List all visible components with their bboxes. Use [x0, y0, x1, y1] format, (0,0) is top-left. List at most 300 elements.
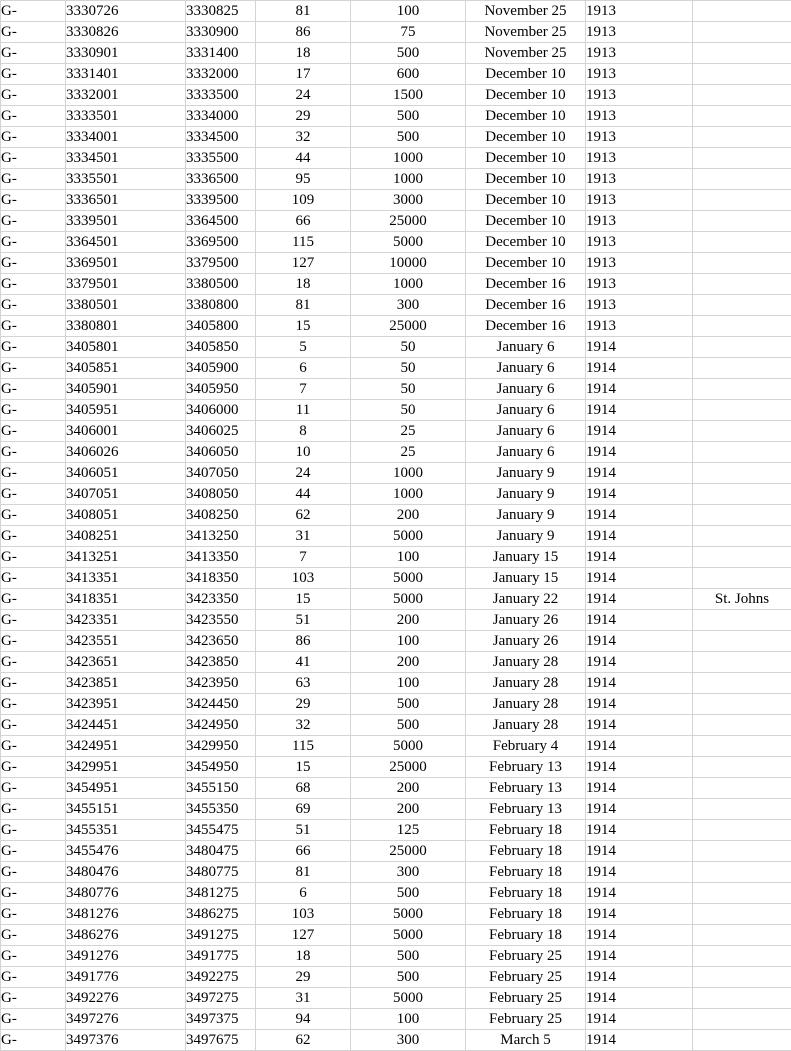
- serial-start-cell[interactable]: 3492276: [66, 988, 186, 1009]
- serial-end-cell[interactable]: 3497675: [186, 1030, 256, 1051]
- quantity-cell[interactable]: 25: [351, 442, 466, 463]
- date-cell[interactable]: January 15: [466, 568, 586, 589]
- count-cell[interactable]: 94: [256, 1009, 351, 1030]
- note-cell[interactable]: [693, 946, 791, 967]
- count-cell[interactable]: 29: [256, 967, 351, 988]
- serial-start-cell[interactable]: 3339501: [66, 211, 186, 232]
- serial-start-cell[interactable]: 3380501: [66, 295, 186, 316]
- note-cell[interactable]: [693, 169, 791, 190]
- count-cell[interactable]: 127: [256, 253, 351, 274]
- count-cell[interactable]: 69: [256, 799, 351, 820]
- serial-start-cell[interactable]: 3405851: [66, 358, 186, 379]
- note-cell[interactable]: [693, 274, 791, 295]
- prefix-cell[interactable]: G-: [1, 526, 66, 547]
- note-cell[interactable]: [693, 22, 791, 43]
- quantity-cell[interactable]: 50: [351, 337, 466, 358]
- serial-end-cell[interactable]: 3424950: [186, 715, 256, 736]
- serial-end-cell[interactable]: 3423850: [186, 652, 256, 673]
- date-cell[interactable]: February 18: [466, 925, 586, 946]
- quantity-cell[interactable]: 500: [351, 946, 466, 967]
- note-cell[interactable]: [693, 85, 791, 106]
- date-cell[interactable]: March 5: [466, 1030, 586, 1051]
- count-cell[interactable]: 7: [256, 379, 351, 400]
- serial-end-cell[interactable]: 3481275: [186, 883, 256, 904]
- prefix-cell[interactable]: G-: [1, 1, 66, 22]
- year-cell[interactable]: 1914: [586, 547, 693, 568]
- prefix-cell[interactable]: G-: [1, 442, 66, 463]
- serial-start-cell[interactable]: 3424451: [66, 715, 186, 736]
- serial-start-cell[interactable]: 3480476: [66, 862, 186, 883]
- date-cell[interactable]: January 9: [466, 484, 586, 505]
- quantity-cell[interactable]: 500: [351, 967, 466, 988]
- note-cell[interactable]: [693, 484, 791, 505]
- quantity-cell[interactable]: 1500: [351, 85, 466, 106]
- serial-end-cell[interactable]: 3380500: [186, 274, 256, 295]
- serial-end-cell[interactable]: 3333500: [186, 85, 256, 106]
- year-cell[interactable]: 1913: [586, 316, 693, 337]
- quantity-cell[interactable]: 5000: [351, 736, 466, 757]
- serial-start-cell[interactable]: 3406051: [66, 463, 186, 484]
- quantity-cell[interactable]: 50: [351, 358, 466, 379]
- quantity-cell[interactable]: 100: [351, 1009, 466, 1030]
- count-cell[interactable]: 109: [256, 190, 351, 211]
- serial-start-cell[interactable]: 3405951: [66, 400, 186, 421]
- quantity-cell[interactable]: 75: [351, 22, 466, 43]
- prefix-cell[interactable]: G-: [1, 463, 66, 484]
- date-cell[interactable]: February 25: [466, 967, 586, 988]
- prefix-cell[interactable]: G-: [1, 505, 66, 526]
- note-cell[interactable]: [693, 925, 791, 946]
- prefix-cell[interactable]: G-: [1, 610, 66, 631]
- serial-start-cell[interactable]: 3407051: [66, 484, 186, 505]
- quantity-cell[interactable]: 300: [351, 1030, 466, 1051]
- serial-end-cell[interactable]: 3332000: [186, 64, 256, 85]
- prefix-cell[interactable]: G-: [1, 295, 66, 316]
- year-cell[interactable]: 1914: [586, 820, 693, 841]
- count-cell[interactable]: 6: [256, 358, 351, 379]
- serial-start-cell[interactable]: 3424951: [66, 736, 186, 757]
- serial-start-cell[interactable]: 3481276: [66, 904, 186, 925]
- year-cell[interactable]: 1913: [586, 22, 693, 43]
- year-cell[interactable]: 1914: [586, 526, 693, 547]
- serial-start-cell[interactable]: 3333501: [66, 106, 186, 127]
- serial-start-cell[interactable]: 3330726: [66, 1, 186, 22]
- count-cell[interactable]: 29: [256, 694, 351, 715]
- date-cell[interactable]: January 26: [466, 610, 586, 631]
- quantity-cell[interactable]: 50: [351, 400, 466, 421]
- count-cell[interactable]: 15: [256, 316, 351, 337]
- serial-start-cell[interactable]: 3486276: [66, 925, 186, 946]
- date-cell[interactable]: December 10: [466, 169, 586, 190]
- note-cell[interactable]: [693, 904, 791, 925]
- date-cell[interactable]: January 28: [466, 694, 586, 715]
- year-cell[interactable]: 1913: [586, 190, 693, 211]
- date-cell[interactable]: February 13: [466, 778, 586, 799]
- prefix-cell[interactable]: G-: [1, 673, 66, 694]
- serial-end-cell[interactable]: 3380800: [186, 295, 256, 316]
- date-cell[interactable]: January 6: [466, 358, 586, 379]
- note-cell[interactable]: [693, 190, 791, 211]
- prefix-cell[interactable]: G-: [1, 715, 66, 736]
- note-cell[interactable]: [693, 337, 791, 358]
- note-cell[interactable]: [693, 778, 791, 799]
- date-cell[interactable]: January 6: [466, 337, 586, 358]
- serial-end-cell[interactable]: 3491775: [186, 946, 256, 967]
- prefix-cell[interactable]: G-: [1, 127, 66, 148]
- year-cell[interactable]: 1914: [586, 358, 693, 379]
- count-cell[interactable]: 115: [256, 736, 351, 757]
- prefix-cell[interactable]: G-: [1, 757, 66, 778]
- serial-end-cell[interactable]: 3331400: [186, 43, 256, 64]
- date-cell[interactable]: December 10: [466, 190, 586, 211]
- quantity-cell[interactable]: 200: [351, 799, 466, 820]
- prefix-cell[interactable]: G-: [1, 547, 66, 568]
- count-cell[interactable]: 18: [256, 274, 351, 295]
- year-cell[interactable]: 1914: [586, 967, 693, 988]
- prefix-cell[interactable]: G-: [1, 736, 66, 757]
- date-cell[interactable]: December 10: [466, 64, 586, 85]
- serial-start-cell[interactable]: 3408251: [66, 526, 186, 547]
- serial-end-cell[interactable]: 3408050: [186, 484, 256, 505]
- quantity-cell[interactable]: 5000: [351, 988, 466, 1009]
- note-cell[interactable]: [693, 568, 791, 589]
- quantity-cell[interactable]: 5000: [351, 232, 466, 253]
- year-cell[interactable]: 1914: [586, 673, 693, 694]
- year-cell[interactable]: 1914: [586, 904, 693, 925]
- year-cell[interactable]: 1914: [586, 1030, 693, 1051]
- quantity-cell[interactable]: 200: [351, 778, 466, 799]
- year-cell[interactable]: 1914: [586, 442, 693, 463]
- prefix-cell[interactable]: G-: [1, 169, 66, 190]
- prefix-cell[interactable]: G-: [1, 946, 66, 967]
- count-cell[interactable]: 7: [256, 547, 351, 568]
- quantity-cell[interactable]: 10000: [351, 253, 466, 274]
- year-cell[interactable]: 1913: [586, 274, 693, 295]
- note-cell[interactable]: [693, 148, 791, 169]
- serial-start-cell[interactable]: 3331401: [66, 64, 186, 85]
- date-cell[interactable]: December 16: [466, 295, 586, 316]
- date-cell[interactable]: December 10: [466, 232, 586, 253]
- serial-start-cell[interactable]: 3480776: [66, 883, 186, 904]
- serial-start-cell[interactable]: 3423651: [66, 652, 186, 673]
- prefix-cell[interactable]: G-: [1, 148, 66, 169]
- year-cell[interactable]: 1914: [586, 1009, 693, 1030]
- note-cell[interactable]: [693, 841, 791, 862]
- serial-end-cell[interactable]: 3423350: [186, 589, 256, 610]
- serial-start-cell[interactable]: 3334501: [66, 148, 186, 169]
- note-cell[interactable]: [693, 736, 791, 757]
- year-cell[interactable]: 1914: [586, 715, 693, 736]
- serial-start-cell[interactable]: 3454951: [66, 778, 186, 799]
- serial-start-cell[interactable]: 3455351: [66, 820, 186, 841]
- date-cell[interactable]: December 10: [466, 106, 586, 127]
- year-cell[interactable]: 1914: [586, 988, 693, 1009]
- date-cell[interactable]: December 10: [466, 148, 586, 169]
- date-cell[interactable]: December 10: [466, 127, 586, 148]
- quantity-cell[interactable]: 100: [351, 1, 466, 22]
- prefix-cell[interactable]: G-: [1, 337, 66, 358]
- count-cell[interactable]: 15: [256, 589, 351, 610]
- serial-end-cell[interactable]: 3491275: [186, 925, 256, 946]
- note-cell[interactable]: [693, 316, 791, 337]
- year-cell[interactable]: 1914: [586, 736, 693, 757]
- quantity-cell[interactable]: 125: [351, 820, 466, 841]
- year-cell[interactable]: 1914: [586, 799, 693, 820]
- count-cell[interactable]: 63: [256, 673, 351, 694]
- year-cell[interactable]: 1913: [586, 1, 693, 22]
- year-cell[interactable]: 1914: [586, 337, 693, 358]
- serial-start-cell[interactable]: 3335501: [66, 169, 186, 190]
- serial-end-cell[interactable]: 3408250: [186, 505, 256, 526]
- count-cell[interactable]: 44: [256, 148, 351, 169]
- date-cell[interactable]: January 28: [466, 715, 586, 736]
- serial-end-cell[interactable]: 3413350: [186, 547, 256, 568]
- prefix-cell[interactable]: G-: [1, 1009, 66, 1030]
- serial-start-cell[interactable]: 3413251: [66, 547, 186, 568]
- date-cell[interactable]: February 18: [466, 841, 586, 862]
- prefix-cell[interactable]: G-: [1, 379, 66, 400]
- serial-end-cell[interactable]: 3406000: [186, 400, 256, 421]
- year-cell[interactable]: 1914: [586, 883, 693, 904]
- date-cell[interactable]: January 6: [466, 379, 586, 400]
- quantity-cell[interactable]: 500: [351, 715, 466, 736]
- count-cell[interactable]: 24: [256, 85, 351, 106]
- serial-end-cell[interactable]: 3335500: [186, 148, 256, 169]
- serial-end-cell[interactable]: 3330900: [186, 22, 256, 43]
- quantity-cell[interactable]: 200: [351, 610, 466, 631]
- date-cell[interactable]: February 18: [466, 820, 586, 841]
- count-cell[interactable]: 18: [256, 946, 351, 967]
- serial-end-cell[interactable]: 3336500: [186, 169, 256, 190]
- serial-end-cell[interactable]: 3379500: [186, 253, 256, 274]
- prefix-cell[interactable]: G-: [1, 568, 66, 589]
- year-cell[interactable]: 1913: [586, 232, 693, 253]
- prefix-cell[interactable]: G-: [1, 631, 66, 652]
- quantity-cell[interactable]: 1000: [351, 484, 466, 505]
- year-cell[interactable]: 1914: [586, 400, 693, 421]
- year-cell[interactable]: 1913: [586, 148, 693, 169]
- count-cell[interactable]: 24: [256, 463, 351, 484]
- quantity-cell[interactable]: 300: [351, 862, 466, 883]
- note-cell[interactable]: [693, 211, 791, 232]
- date-cell[interactable]: December 10: [466, 85, 586, 106]
- quantity-cell[interactable]: 300: [351, 295, 466, 316]
- date-cell[interactable]: February 25: [466, 1009, 586, 1030]
- year-cell[interactable]: 1913: [586, 169, 693, 190]
- serial-end-cell[interactable]: 3413250: [186, 526, 256, 547]
- date-cell[interactable]: February 25: [466, 988, 586, 1009]
- prefix-cell[interactable]: G-: [1, 211, 66, 232]
- prefix-cell[interactable]: G-: [1, 85, 66, 106]
- note-cell[interactable]: [693, 799, 791, 820]
- serial-start-cell[interactable]: 3408051: [66, 505, 186, 526]
- serial-start-cell[interactable]: 3423351: [66, 610, 186, 631]
- year-cell[interactable]: 1914: [586, 421, 693, 442]
- serial-start-cell[interactable]: 3497276: [66, 1009, 186, 1030]
- year-cell[interactable]: 1913: [586, 127, 693, 148]
- count-cell[interactable]: 15: [256, 757, 351, 778]
- note-cell[interactable]: [693, 1, 791, 22]
- prefix-cell[interactable]: G-: [1, 925, 66, 946]
- serial-end-cell[interactable]: 3407050: [186, 463, 256, 484]
- prefix-cell[interactable]: G-: [1, 253, 66, 274]
- note-cell[interactable]: [693, 64, 791, 85]
- serial-start-cell[interactable]: 3413351: [66, 568, 186, 589]
- serial-end-cell[interactable]: 3405800: [186, 316, 256, 337]
- prefix-cell[interactable]: G-: [1, 967, 66, 988]
- note-cell[interactable]: [693, 400, 791, 421]
- date-cell[interactable]: January 15: [466, 547, 586, 568]
- quantity-cell[interactable]: 500: [351, 694, 466, 715]
- count-cell[interactable]: 62: [256, 1030, 351, 1051]
- count-cell[interactable]: 81: [256, 862, 351, 883]
- prefix-cell[interactable]: G-: [1, 274, 66, 295]
- count-cell[interactable]: 31: [256, 988, 351, 1009]
- serial-end-cell[interactable]: 3334000: [186, 106, 256, 127]
- note-cell[interactable]: [693, 106, 791, 127]
- note-cell[interactable]: [693, 547, 791, 568]
- serial-end-cell[interactable]: 3497275: [186, 988, 256, 1009]
- quantity-cell[interactable]: 3000: [351, 190, 466, 211]
- date-cell[interactable]: November 25: [466, 43, 586, 64]
- count-cell[interactable]: 6: [256, 883, 351, 904]
- quantity-cell[interactable]: 1000: [351, 148, 466, 169]
- note-cell[interactable]: [693, 526, 791, 547]
- date-cell[interactable]: January 28: [466, 673, 586, 694]
- serial-start-cell[interactable]: 3497376: [66, 1030, 186, 1051]
- note-cell[interactable]: St. Johns: [693, 589, 791, 610]
- count-cell[interactable]: 44: [256, 484, 351, 505]
- year-cell[interactable]: 1913: [586, 64, 693, 85]
- prefix-cell[interactable]: G-: [1, 841, 66, 862]
- quantity-cell[interactable]: 1000: [351, 463, 466, 484]
- serial-end-cell[interactable]: 3423650: [186, 631, 256, 652]
- year-cell[interactable]: 1913: [586, 295, 693, 316]
- prefix-cell[interactable]: G-: [1, 106, 66, 127]
- note-cell[interactable]: [693, 967, 791, 988]
- prefix-cell[interactable]: G-: [1, 484, 66, 505]
- year-cell[interactable]: 1913: [586, 43, 693, 64]
- year-cell[interactable]: 1914: [586, 463, 693, 484]
- year-cell[interactable]: 1914: [586, 925, 693, 946]
- prefix-cell[interactable]: G-: [1, 43, 66, 64]
- quantity-cell[interactable]: 200: [351, 505, 466, 526]
- quantity-cell[interactable]: 25: [351, 421, 466, 442]
- date-cell[interactable]: January 28: [466, 652, 586, 673]
- serial-start-cell[interactable]: 3334001: [66, 127, 186, 148]
- serial-start-cell[interactable]: 3336501: [66, 190, 186, 211]
- date-cell[interactable]: January 6: [466, 421, 586, 442]
- serial-end-cell[interactable]: 3497375: [186, 1009, 256, 1030]
- serial-end-cell[interactable]: 3406025: [186, 421, 256, 442]
- note-cell[interactable]: [693, 463, 791, 484]
- year-cell[interactable]: 1914: [586, 589, 693, 610]
- prefix-cell[interactable]: G-: [1, 1030, 66, 1051]
- quantity-cell[interactable]: 5000: [351, 526, 466, 547]
- year-cell[interactable]: 1914: [586, 610, 693, 631]
- serial-start-cell[interactable]: 3364501: [66, 232, 186, 253]
- prefix-cell[interactable]: G-: [1, 232, 66, 253]
- year-cell[interactable]: 1914: [586, 652, 693, 673]
- count-cell[interactable]: 103: [256, 568, 351, 589]
- count-cell[interactable]: 127: [256, 925, 351, 946]
- count-cell[interactable]: 51: [256, 610, 351, 631]
- serial-end-cell[interactable]: 3480775: [186, 862, 256, 883]
- serial-end-cell[interactable]: 3334500: [186, 127, 256, 148]
- note-cell[interactable]: [693, 127, 791, 148]
- quantity-cell[interactable]: 500: [351, 106, 466, 127]
- note-cell[interactable]: [693, 358, 791, 379]
- note-cell[interactable]: [693, 232, 791, 253]
- date-cell[interactable]: February 18: [466, 862, 586, 883]
- count-cell[interactable]: 5: [256, 337, 351, 358]
- date-cell[interactable]: February 13: [466, 757, 586, 778]
- count-cell[interactable]: 32: [256, 715, 351, 736]
- note-cell[interactable]: [693, 820, 791, 841]
- serial-end-cell[interactable]: 3423950: [186, 673, 256, 694]
- serial-end-cell[interactable]: 3429950: [186, 736, 256, 757]
- date-cell[interactable]: January 22: [466, 589, 586, 610]
- year-cell[interactable]: 1913: [586, 211, 693, 232]
- note-cell[interactable]: [693, 1009, 791, 1030]
- prefix-cell[interactable]: G-: [1, 421, 66, 442]
- serial-end-cell[interactable]: 3424450: [186, 694, 256, 715]
- note-cell[interactable]: [693, 1030, 791, 1051]
- count-cell[interactable]: 41: [256, 652, 351, 673]
- note-cell[interactable]: [693, 505, 791, 526]
- serial-end-cell[interactable]: 3339500: [186, 190, 256, 211]
- date-cell[interactable]: December 16: [466, 274, 586, 295]
- prefix-cell[interactable]: G-: [1, 820, 66, 841]
- quantity-cell[interactable]: 5000: [351, 904, 466, 925]
- date-cell[interactable]: February 18: [466, 904, 586, 925]
- date-cell[interactable]: February 4: [466, 736, 586, 757]
- year-cell[interactable]: 1914: [586, 568, 693, 589]
- serial-end-cell[interactable]: 3405950: [186, 379, 256, 400]
- count-cell[interactable]: 51: [256, 820, 351, 841]
- count-cell[interactable]: 17: [256, 64, 351, 85]
- date-cell[interactable]: November 25: [466, 1, 586, 22]
- prefix-cell[interactable]: G-: [1, 883, 66, 904]
- serial-end-cell[interactable]: 3486275: [186, 904, 256, 925]
- date-cell[interactable]: December 10: [466, 211, 586, 232]
- quantity-cell[interactable]: 25000: [351, 841, 466, 862]
- prefix-cell[interactable]: G-: [1, 988, 66, 1009]
- prefix-cell[interactable]: G-: [1, 22, 66, 43]
- count-cell[interactable]: 86: [256, 22, 351, 43]
- prefix-cell[interactable]: G-: [1, 799, 66, 820]
- prefix-cell[interactable]: G-: [1, 904, 66, 925]
- serial-start-cell[interactable]: 3405901: [66, 379, 186, 400]
- year-cell[interactable]: 1914: [586, 379, 693, 400]
- serial-start-cell[interactable]: 3379501: [66, 274, 186, 295]
- date-cell[interactable]: February 18: [466, 883, 586, 904]
- date-cell[interactable]: December 10: [466, 253, 586, 274]
- count-cell[interactable]: 62: [256, 505, 351, 526]
- note-cell[interactable]: [693, 421, 791, 442]
- note-cell[interactable]: [693, 988, 791, 1009]
- serial-start-cell[interactable]: 3429951: [66, 757, 186, 778]
- quantity-cell[interactable]: 1000: [351, 169, 466, 190]
- serial-end-cell[interactable]: 3492275: [186, 967, 256, 988]
- count-cell[interactable]: 66: [256, 211, 351, 232]
- serial-end-cell[interactable]: 3405900: [186, 358, 256, 379]
- note-cell[interactable]: [693, 610, 791, 631]
- year-cell[interactable]: 1914: [586, 862, 693, 883]
- quantity-cell[interactable]: 100: [351, 547, 466, 568]
- serial-start-cell[interactable]: 3332001: [66, 85, 186, 106]
- note-cell[interactable]: [693, 295, 791, 316]
